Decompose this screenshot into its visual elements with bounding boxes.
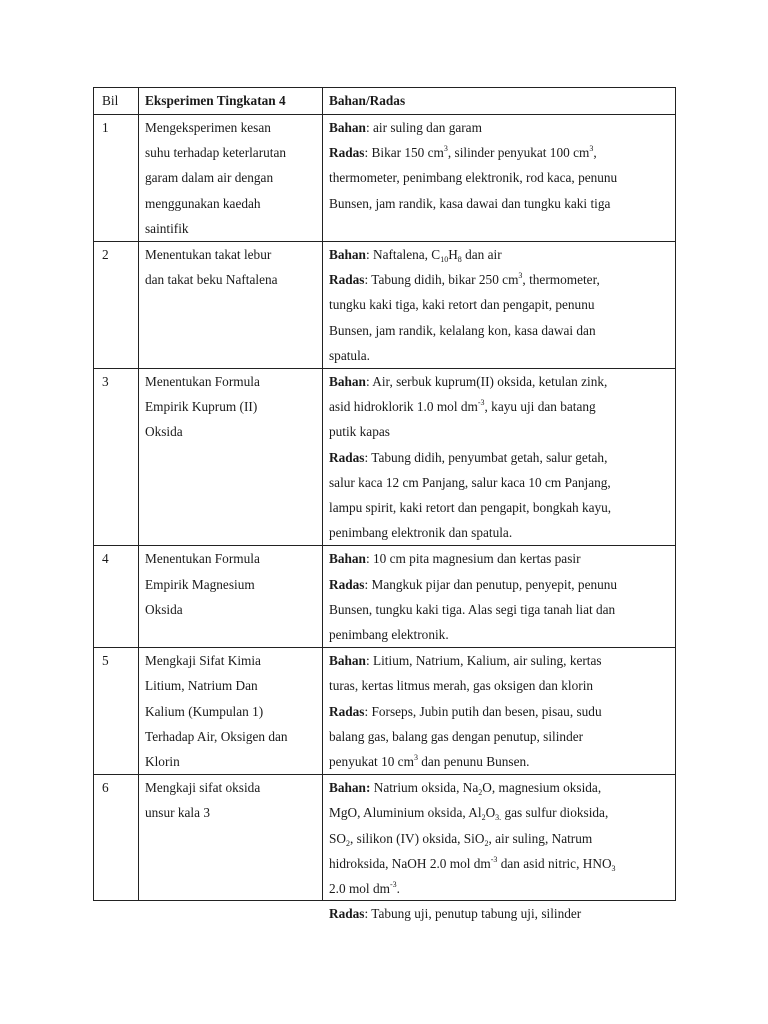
experiment-line: Terhadap Air, Oksigen dan bbox=[145, 728, 288, 744]
radas-line-cont: salur kaca 12 cm Panjang, salur kaca 10 cm Panjang, bbox=[329, 474, 611, 490]
experiment-line: Empirik Magnesium bbox=[145, 576, 255, 592]
table-row bbox=[94, 546, 676, 648]
experiment-line: Mengkaji Sifat Kimia bbox=[145, 653, 261, 669]
header-materials: Bahan/Radas bbox=[323, 88, 676, 115]
experiment-cell bbox=[139, 242, 323, 369]
radas-line-cont: thermometer, penimbang elektronik, rod kaca, penunu bbox=[329, 170, 618, 186]
bahan-label: Bahan bbox=[329, 551, 366, 567]
radas-line: Radas: Mangkuk pijar dan penutup, penyepit, penunu bbox=[329, 576, 618, 592]
radas-line-cont: spatula. bbox=[329, 347, 370, 363]
experiment-line: dan takat beku Naftalena bbox=[145, 272, 278, 288]
bahan-label: Bahan: bbox=[329, 780, 371, 796]
bahan-line: Bahan: Natrium oksida, $Na_2O$, magnesium oksida, bbox=[329, 780, 602, 798]
bahan-label: Bahan bbox=[329, 247, 366, 263]
radas-line-cont: Bunsen, jam randik, kasa dawai dan tungku kaki tiga bbox=[329, 195, 611, 211]
radas-line: Radas: Tabung uji, penutup tabung uji, silinder bbox=[329, 906, 582, 922]
radas-line-cont: balang gas, balang gas dengan penutup, silinder bbox=[329, 728, 584, 744]
experiment-line: Litium, Natrium Dan bbox=[145, 678, 258, 694]
materials-cell bbox=[323, 115, 676, 242]
experiment-line: saintifik bbox=[145, 220, 189, 236]
table-row bbox=[94, 648, 676, 775]
experiment-line: unsur kala 3 bbox=[145, 805, 210, 821]
table-row bbox=[94, 775, 676, 901]
bahan-label: Bahan bbox=[329, 120, 366, 135]
table-header-row bbox=[94, 88, 676, 115]
bahan-label: Bahan bbox=[329, 653, 366, 669]
row-number: 4 bbox=[94, 546, 139, 648]
row-number: 5 bbox=[94, 648, 139, 775]
table-row bbox=[94, 369, 676, 546]
bahan-line: Bahan: Litium, Natrium, Kalium, air suling, kertas bbox=[329, 653, 602, 669]
materials-cell bbox=[323, 648, 676, 775]
row-number: 6 bbox=[94, 775, 139, 901]
experiment-line: Menentukan Formula bbox=[145, 551, 260, 567]
experiment-line: Mengkaji sifat oksida bbox=[145, 780, 261, 796]
bahan-line-cont: MgO, Aluminium oksida, $Al_2O_{3.}$ gas sulfur dioksida, bbox=[329, 805, 609, 823]
radas-label: Radas bbox=[329, 145, 365, 161]
radas-line-cont: lampu spirit, kaki retort dan pengapit, bongkah kayu, bbox=[329, 500, 612, 516]
experiment-cell bbox=[139, 115, 323, 242]
experiment-cell bbox=[139, 775, 323, 901]
radas-line-cont: Bunsen, jam randik, kelalang kon, kasa dawai dan bbox=[329, 322, 596, 338]
bahan-line-cont: putik kapas bbox=[329, 424, 390, 440]
row-number: 1 bbox=[94, 115, 139, 242]
bahan-line: Bahan: Naftalena, $C_{10}H_8$ dan air bbox=[329, 247, 502, 265]
radas-label: Radas bbox=[329, 449, 365, 465]
radas-line-cont: penimbang elektronik dan spatula. bbox=[329, 525, 513, 541]
experiment-line: Kalium (Kumpulan 1) bbox=[145, 703, 264, 719]
experiment-line: Empirik Kuprum (II) bbox=[145, 399, 258, 415]
experiment-cell bbox=[139, 369, 323, 546]
bahan-label: Bahan bbox=[329, 374, 366, 390]
bahan-line-cont: hidroksida, NaOH 2.0 mol $dm^{-3}$ dan asid nitric, $HNO_3$ bbox=[329, 854, 616, 873]
radas-line: Radas: Tabung didih, bikar 250 $cm^3$, thermometer, bbox=[329, 271, 600, 288]
radas-line-cont: penyukat 10 $cm^3$ dan penunu Bunsen. bbox=[329, 753, 530, 770]
experiment-line: Menentukan Formula bbox=[145, 374, 260, 390]
experiment-line: Oksida bbox=[145, 424, 183, 440]
materials-cell bbox=[323, 242, 676, 369]
row-number: 2 bbox=[94, 242, 139, 369]
experiment-line: suhu terhadap keterlarutan bbox=[145, 145, 287, 161]
radas-label: Radas bbox=[329, 576, 365, 592]
radas-line: Radas: Forseps, Jubin putih dan besen, pisau, sudu bbox=[329, 703, 602, 719]
materials-cell bbox=[323, 369, 676, 546]
table-row bbox=[94, 115, 676, 242]
radas-line-cont: penimbang elektronik. bbox=[329, 627, 449, 643]
row-number: 3 bbox=[94, 369, 139, 546]
bahan-line: Bahan: 10 cm pita magnesium dan kertas pasir bbox=[329, 551, 581, 567]
radas-label: Radas bbox=[329, 703, 365, 719]
table-row bbox=[94, 242, 676, 369]
bahan-line-cont: turas, kertas litmus merah, gas oksigen dan klorin bbox=[329, 678, 594, 694]
experiment-table bbox=[93, 87, 676, 922]
experiment-cell bbox=[139, 546, 323, 648]
experiment-cell bbox=[139, 648, 323, 775]
experiment-line: garam dalam air dengan bbox=[145, 170, 274, 186]
experiment-line: Mengeksperimen kesan bbox=[145, 120, 271, 135]
radas-line-cont: Bunsen, tungku kaki tiga. Alas segi tiga tanah liat dan bbox=[329, 601, 616, 617]
header-experiment: Eksperimen Tingkatan 4 bbox=[139, 88, 323, 115]
experiment-line: menggunakan kaedah bbox=[145, 195, 261, 211]
experiment-line: Oksida bbox=[145, 601, 183, 617]
radas-line: Radas: Bikar 150 $cm^3$, silinder penyukat 100 $cm^3$, bbox=[329, 144, 597, 161]
bahan-line-cont: $SO_2$, silikon (IV) oksida, SiO$_2$, air suling, Natrum bbox=[329, 830, 593, 848]
radas-label: Radas bbox=[329, 906, 365, 922]
bahan-line-cont: 2.0 mol $dm^{-3}$. bbox=[329, 880, 400, 897]
materials-cell bbox=[323, 775, 676, 922]
materials-cell bbox=[323, 546, 676, 648]
radas-line: Radas: Tabung didih, penyumbat getah, salur getah, bbox=[329, 449, 608, 465]
bahan-line: Bahan: Air, serbuk kuprum(II) oksida, ketulan zink, bbox=[329, 374, 608, 390]
radas-label: Radas bbox=[329, 272, 365, 288]
header-bil: Bil bbox=[94, 88, 139, 115]
experiment-line: Klorin bbox=[145, 754, 180, 770]
materials-clip bbox=[329, 775, 675, 922]
experiment-line: Menentukan takat lebur bbox=[145, 247, 272, 263]
radas-line-cont: tungku kaki tiga, kaki retort dan pengapit, penunu bbox=[329, 297, 595, 313]
bahan-line-cont: asid hidroklorik 1.0 mol $dm^{-3}$, kayu uji dan batang bbox=[329, 398, 596, 415]
bahan-line: Bahan: air suling dan garam bbox=[329, 120, 482, 135]
